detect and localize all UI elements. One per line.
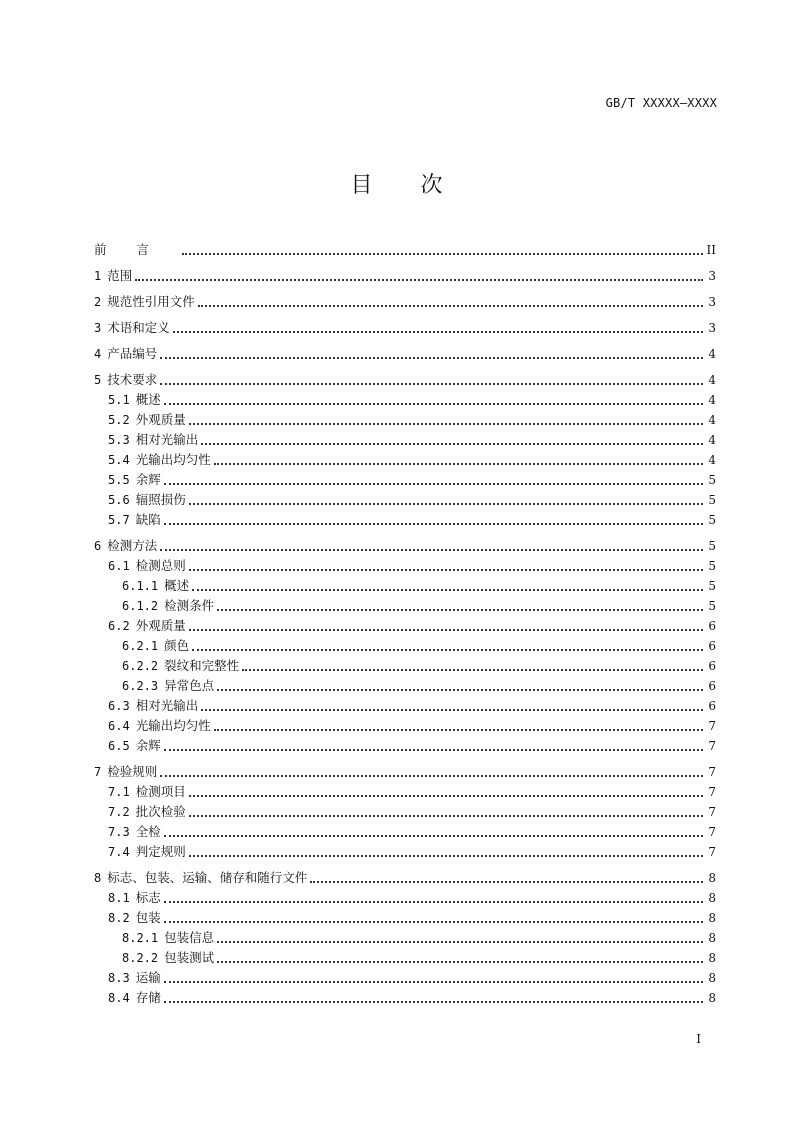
toc-entry-page: 5 [708,493,716,507]
toc-entry-number: 7.3 [108,825,130,839]
toc-entry-page: 7 [708,825,716,839]
toc-entry-label: 缺陷 [135,512,161,527]
toc-entry-number: 5.3 [108,433,130,447]
toc-entry-number: 8.3 [108,971,130,985]
toc-entry-page: 7 [708,845,716,859]
toc-entry[interactable] [94,266,716,286]
toc-leader-dots [135,279,703,281]
toc-entry[interactable] [94,344,716,364]
toc-entry-page: 6 [708,699,716,713]
toc-entry-number: 6.2.3 [122,679,159,693]
toc-entry[interactable] [94,596,716,616]
toc-entry-label: 余辉 [135,472,161,487]
toc-entry[interactable] [94,410,716,430]
page-title [0,168,793,199]
toc-entry-number: 6.1 [108,559,130,573]
toc-entry-label: 判定规则 [135,844,186,859]
toc-entry-page: 4 [708,413,716,427]
toc-leader-dots [217,941,703,943]
toc-entry-label: 包装信息 [164,930,215,945]
toc-entry-page: 3 [708,295,716,309]
toc-entry-label: 包装测试 [164,950,215,965]
toc-entry-page: 6 [708,639,716,653]
toc-entry-page: 8 [708,871,716,885]
toc-entry[interactable] [94,390,716,410]
toc-leader-dots [164,921,703,923]
toc-leader-dots [164,523,703,525]
toc-entry-label: 裂纹和完整性 [164,658,240,673]
toc-entry[interactable] [94,928,716,948]
toc-entry-number: 7.1 [108,785,130,799]
toc-entry[interactable] [94,842,716,862]
toc-entry-page: 7 [708,765,716,779]
toc-entry-label: 技术要求 [107,372,158,387]
toc-entry[interactable] [94,676,716,696]
toc-leader-dots [189,629,703,631]
toc-entry-number: 6.1.2 [122,599,159,613]
toc-leader-dots [164,835,703,837]
toc-entry-number: 6 [94,539,102,553]
document-code: GB/T XXXXX—XXXX [605,96,717,110]
toc-leader-dots [201,443,703,445]
toc-leader-dots [160,549,703,551]
toc-entry-number: 5.1 [108,393,130,407]
toc-entry[interactable] [94,988,716,1008]
toc-leader-dots [217,961,703,963]
toc-leader-dots [214,729,703,731]
toc-entry-page: 5 [708,599,716,613]
toc-leader-dots [164,483,703,485]
toc-entry-label: 检测项目 [135,784,186,799]
toc-entry-page: 7 [708,739,716,753]
toc-entry-number: 6.1.1 [122,579,159,593]
toc-entry-page: 4 [708,393,716,407]
toc-entry[interactable] [94,292,716,312]
toc-entry-number: 8.1 [108,891,130,905]
toc-entry-page: 5 [708,473,716,487]
toc-entry-label: 存储 [135,990,161,1005]
toc-leader-dots [160,357,703,359]
toc-entry-number: 8 [94,871,102,885]
toc-leader-dots [189,503,703,505]
toc-leader-dots [173,331,703,333]
toc-entry-number: 7.2 [108,805,130,819]
toc-entry[interactable] [94,240,716,260]
toc-leader-dots [192,649,703,651]
toc-leader-dots [189,423,703,425]
toc-entry-page: 4 [708,453,716,467]
toc-leader-dots [198,305,703,307]
toc-entry-page: II [706,243,716,257]
toc-entry-number: 7 [94,765,102,779]
page-number: I [696,1032,701,1046]
toc-entry-label: 概述 [135,392,161,407]
toc-entry-label: 全检 [135,824,161,839]
toc-leader-dots [201,709,703,711]
toc-entry-number: 8.4 [108,991,130,1005]
toc-entry[interactable] [94,716,716,736]
toc-entry[interactable] [94,318,716,338]
toc-entry-label: 规范性引用文件 [107,294,195,309]
table-of-contents [94,240,716,1008]
toc-leader-dots [189,815,703,817]
toc-entry-label: 批次检验 [135,804,186,819]
toc-leader-dots [164,403,703,405]
toc-entry-label: 外观质量 [135,412,186,427]
toc-entry[interactable] [94,430,716,450]
toc-entry-label: 术语和定义 [107,320,170,335]
toc-entry[interactable] [94,370,716,390]
toc-entry-page: 8 [708,911,716,925]
toc-entry-number: 8.2.2 [122,951,159,965]
toc-entry[interactable] [94,636,716,656]
toc-entry-page: 5 [708,513,716,527]
toc-entry[interactable] [94,556,716,576]
toc-entry-page: 4 [708,373,716,387]
toc-entry-number: 6.2 [108,619,130,633]
toc-entry-page: 7 [708,785,716,799]
toc-leader-dots [164,901,703,903]
toc-entry-number: 6.2.2 [122,659,159,673]
toc-entry-number: 4 [94,347,102,361]
toc-entry-number: 1 [94,269,102,283]
toc-entry-page: 7 [708,719,716,733]
toc-leader-dots [189,855,703,857]
toc-entry[interactable] [94,802,716,822]
toc-entry-number: 5.6 [108,493,130,507]
toc-entry-page: 8 [708,971,716,985]
toc-entry-label: 外观质量 [135,618,186,633]
toc-entry[interactable] [94,968,716,988]
toc-leader-dots [214,463,703,465]
toc-entry-page: 3 [708,321,716,335]
toc-entry-label: 异常色点 [164,678,215,693]
toc-entry-page: 4 [708,433,716,447]
toc-leader-dots [217,609,703,611]
toc-entry-label: 标志、包装、运输、储存和随行文件 [107,870,308,885]
toc-entry-number: 5.4 [108,453,130,467]
toc-entry[interactable] [94,450,716,470]
toc-leader-dots [164,1001,703,1003]
toc-entry-label: 检测方法 [107,538,158,553]
toc-leader-dots [189,569,703,571]
toc-entry[interactable] [94,868,716,888]
toc-entry[interactable] [94,736,716,756]
toc-entry-page: 4 [708,347,716,361]
toc-entry-label: 辐照损伤 [135,492,186,507]
toc-entry-label: 包装 [135,910,161,925]
toc-entry[interactable] [94,888,716,908]
toc-entry-page: 6 [708,619,716,633]
toc-entry[interactable] [94,908,716,928]
toc-entry-page: 8 [708,951,716,965]
toc-entry-label: 相对光输出 [135,432,199,447]
toc-entry-label: 颜色 [164,638,190,653]
toc-entry[interactable] [94,490,716,510]
toc-leader-dots [189,795,703,797]
toc-entry-page: 5 [708,559,716,573]
toc-entry[interactable] [94,510,716,530]
toc-entry[interactable] [94,948,716,968]
toc-entry-number: 5.7 [108,513,130,527]
toc-entry-page: 8 [708,931,716,945]
toc-entry-number: 6.2.1 [122,639,159,653]
toc-entry-label: 检验规则 [107,764,158,779]
toc-entry-page: 5 [708,579,716,593]
toc-entry-page: 8 [708,991,716,1005]
title-char-2: 次 [420,173,443,198]
toc-entry-label: 前言 [94,242,180,257]
toc-entry-label: 标志 [135,890,161,905]
toc-entry-number: 8.2 [108,911,130,925]
toc-entry-label: 产品编号 [107,346,158,361]
toc-entry[interactable] [94,616,716,636]
toc-leader-dots [192,589,703,591]
toc-entry-label: 光输出均匀性 [135,452,211,467]
toc-entry-number: 5.5 [108,473,130,487]
toc-entry-label: 检测总则 [135,558,186,573]
toc-entry-page: 3 [708,269,716,283]
toc-entry-number: 2 [94,295,102,309]
toc-entry-page: 6 [708,659,716,673]
toc-entry-label: 余辉 [135,738,161,753]
toc-entry-page: 5 [708,539,716,553]
toc-leader-dots [242,669,703,671]
toc-entry-label: 相对光输出 [135,698,199,713]
title-char-1: 目 [350,173,373,198]
toc-entry-page: 6 [708,679,716,693]
toc-entry-page: 8 [708,891,716,905]
toc-entry-number: 3 [94,321,102,335]
toc-entry[interactable] [94,782,716,802]
toc-entry[interactable] [94,470,716,490]
toc-leader-dots [160,383,703,385]
toc-entry-label: 光输出均匀性 [135,718,211,733]
toc-entry-label: 概述 [164,578,190,593]
toc-entry-label: 运输 [135,970,161,985]
toc-entry-number: 6.5 [108,739,130,753]
toc-leader-dots [182,253,703,255]
toc-leader-dots [164,981,703,983]
toc-leader-dots [160,775,703,777]
toc-entry[interactable] [94,656,716,676]
toc-entry[interactable] [94,822,716,842]
toc-entry-number: 7.4 [108,845,130,859]
toc-entry[interactable] [94,762,716,782]
toc-entry-label: 检测条件 [164,598,215,613]
toc-entry-number: 6.4 [108,719,130,733]
toc-entry-number: 6.3 [108,699,130,713]
toc-leader-dots [217,689,703,691]
toc-entry-number: 5.2 [108,413,130,427]
toc-entry-number: 8.2.1 [122,931,159,945]
toc-entry[interactable] [94,696,716,716]
toc-leader-dots [310,881,703,883]
toc-entry[interactable] [94,576,716,596]
toc-leader-dots [164,749,703,751]
toc-entry-label: 范围 [107,268,133,283]
toc-entry-number: 5 [94,373,102,387]
toc-entry-page: 7 [708,805,716,819]
toc-entry[interactable] [94,536,716,556]
